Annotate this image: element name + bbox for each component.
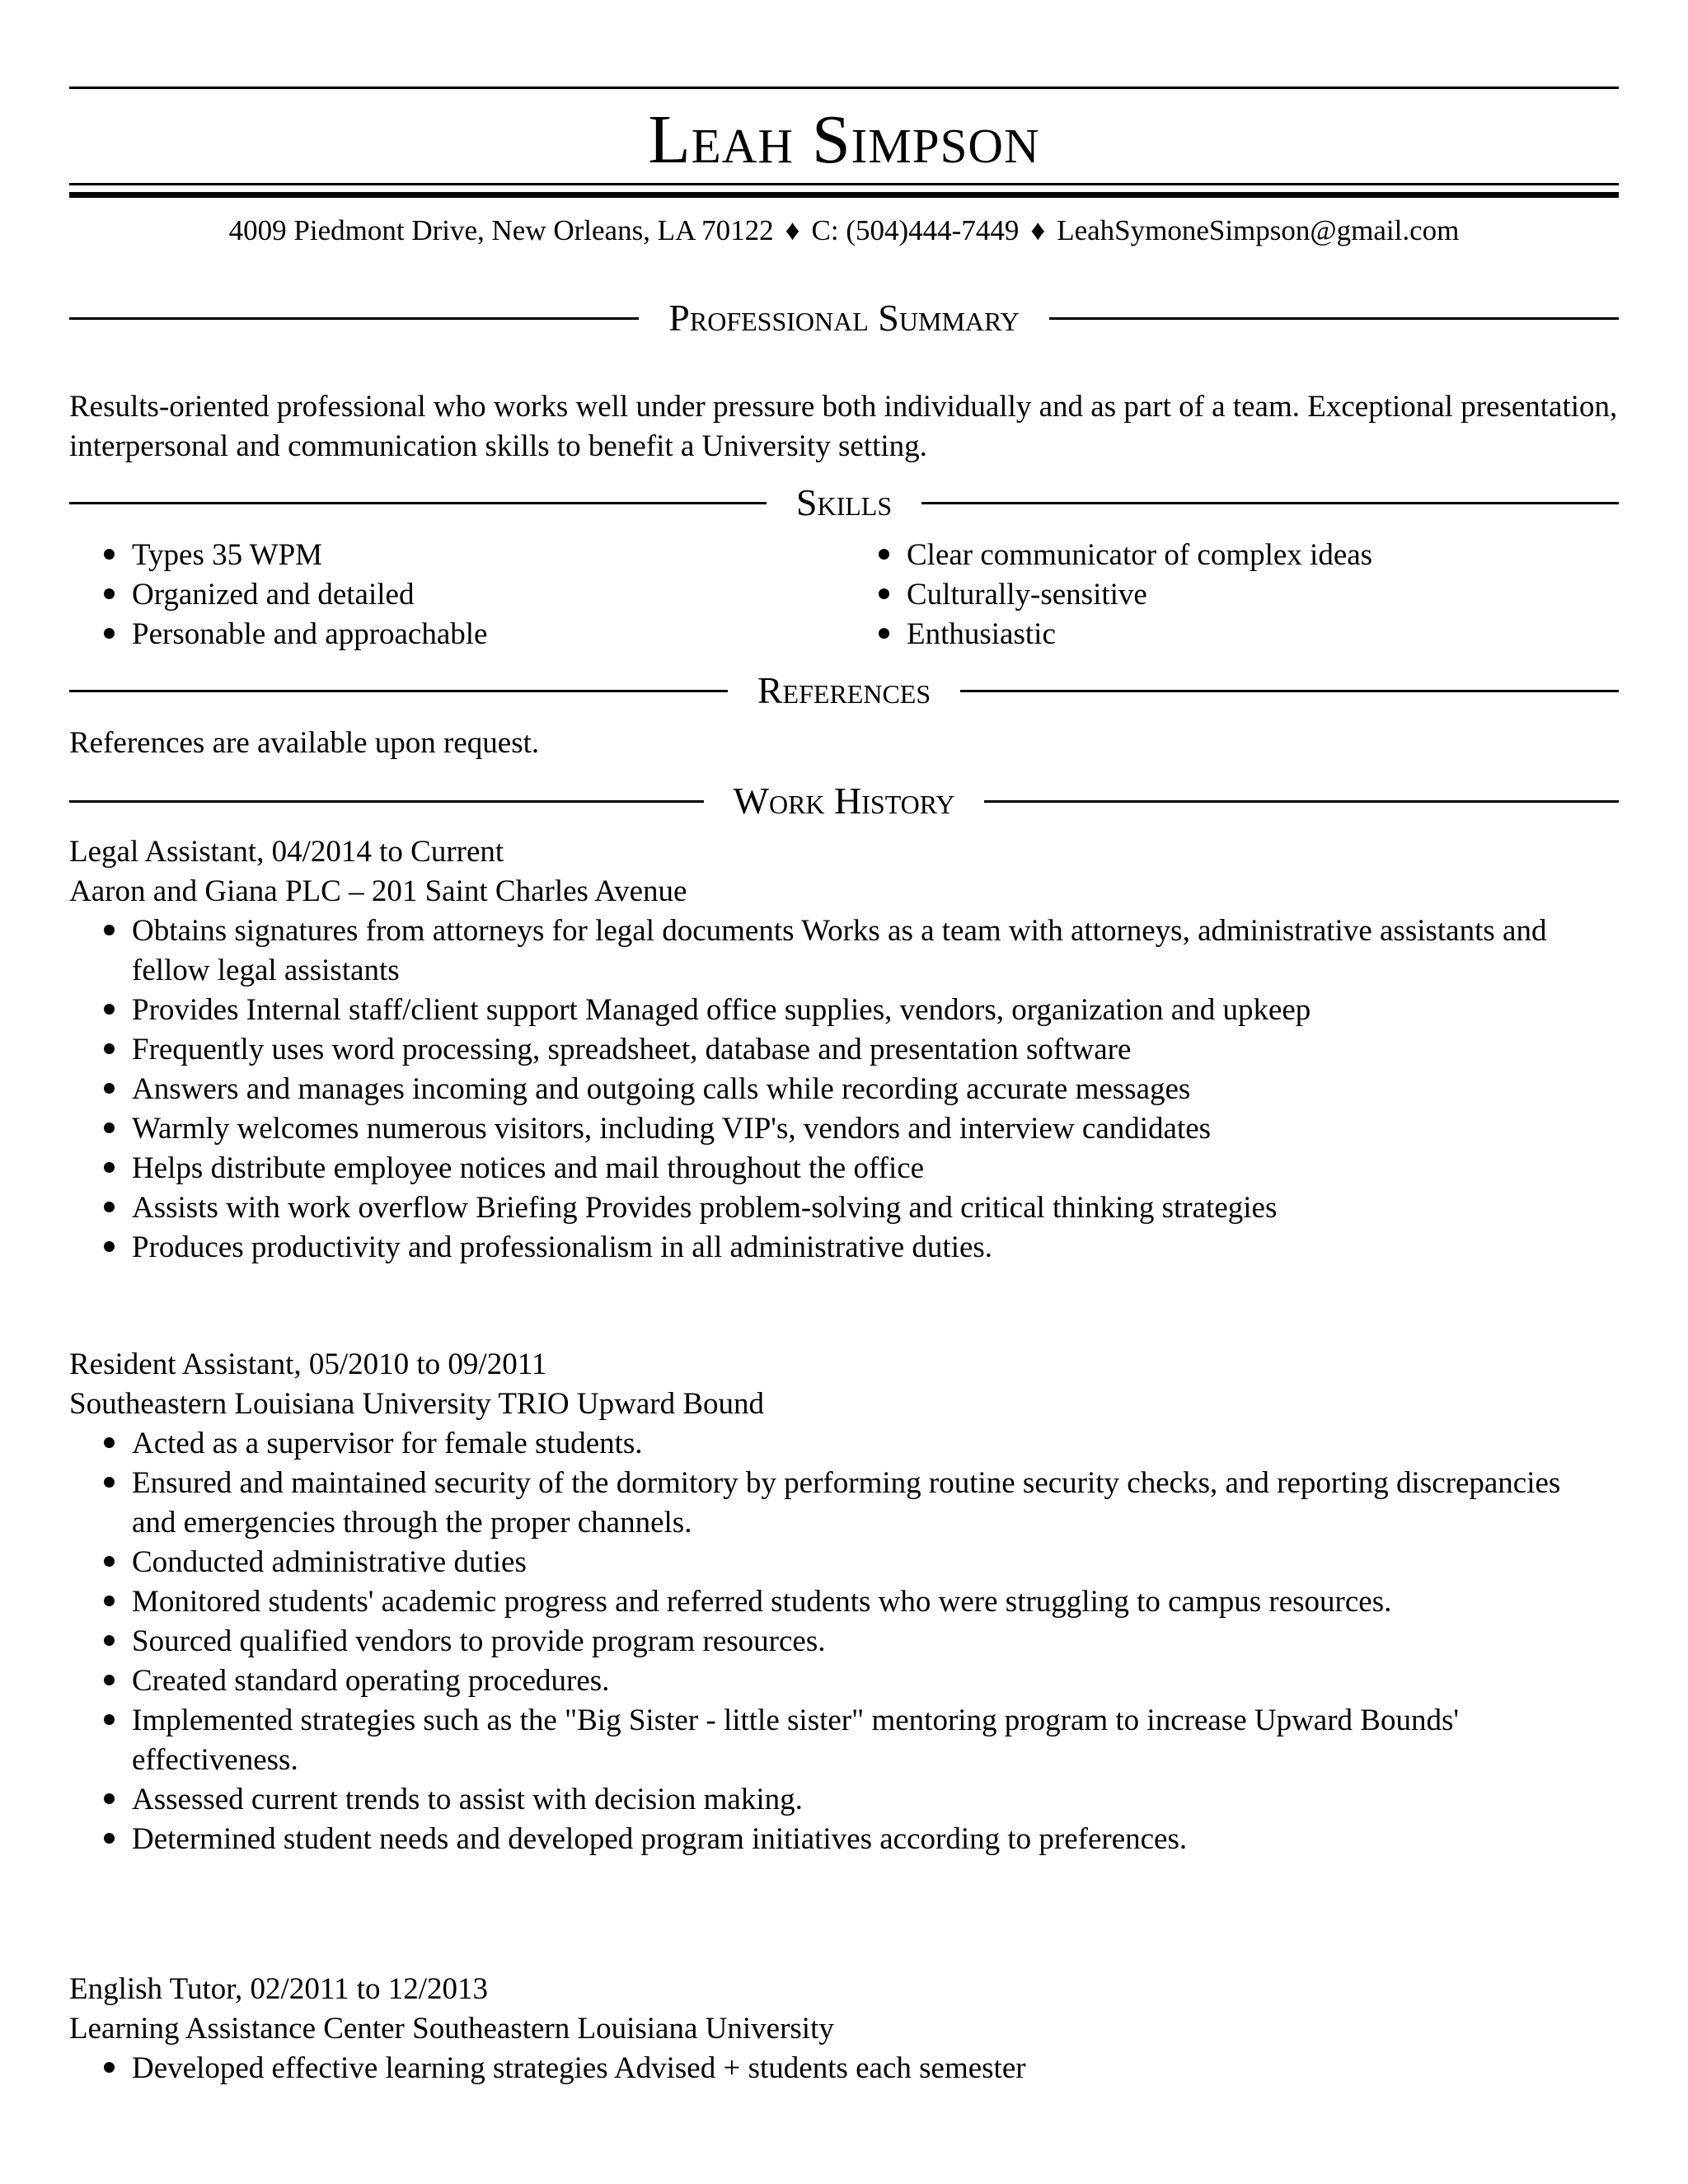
job-title: Legal Assistant, 04/2014 to Current bbox=[69, 835, 504, 869]
job-entry bbox=[69, 1345, 1619, 1859]
list-item: Determined student needs and developed program initiatives according to preferences. bbox=[69, 1820, 1569, 1859]
references-text: References are available upon request. bbox=[69, 726, 540, 760]
section-header-work-history bbox=[69, 776, 1619, 826]
list-item: Provides Internal staff/client support Managed office supplies, vendors, organization and upkeep bbox=[69, 991, 1602, 1030]
list-item: Obtains signatures from attorneys for legal documents Works as a team with attorneys, administrative assistants and fellow legal assistants bbox=[69, 912, 1602, 991]
list-item: Conducted administrative duties bbox=[69, 1543, 1569, 1582]
candidate-name: Leah Simpson bbox=[648, 101, 1040, 178]
contact-email[interactable]: LeahSymoneSimpson@gmail.com bbox=[1057, 214, 1460, 246]
list-item: Culturally-sensitive bbox=[844, 575, 1602, 615]
list-item: Implemented strategies such as the "Big Sister - little sister" mentoring program to increase Upward Bounds' effectiveness. bbox=[69, 1701, 1569, 1780]
section-rule-right bbox=[1049, 317, 1619, 320]
section-header-summary bbox=[69, 293, 1619, 343]
list-item: Assists with work overflow Briefing Provides problem-solving and critical thinking strategies bbox=[69, 1188, 1602, 1228]
list-item: Enthusiastic bbox=[844, 615, 1602, 654]
job-employer: Southeastern Louisiana University TRIO Upward Bound bbox=[69, 1387, 764, 1421]
job-title: English Tutor, 02/2011 to 12/2013 bbox=[69, 1972, 489, 2006]
list-item: Clear communicator of complex ideas bbox=[844, 536, 1602, 575]
list-item: Created standard operating procedures. bbox=[69, 1661, 1569, 1701]
list-item: Ensured and maintained security of the dormitory by performing routine security checks, and reporting discrepancies and emergencies through the proper channels. bbox=[69, 1464, 1569, 1543]
section-header-skills bbox=[69, 478, 1619, 527]
section-rule-left bbox=[69, 690, 728, 692]
section-title: Work History bbox=[733, 780, 955, 822]
section-title: Professional Summary bbox=[668, 297, 1020, 339]
section-rule-left bbox=[69, 800, 704, 803]
list-item: Answers and manages incoming and outgoing calls while recording accurate messages bbox=[69, 1070, 1602, 1109]
section-title: Skills bbox=[795, 481, 893, 523]
section-rule-right bbox=[960, 690, 1619, 692]
section-rule-left bbox=[69, 502, 767, 504]
contact-line bbox=[69, 213, 1619, 249]
header-thick-rule bbox=[69, 192, 1619, 198]
list-item: Sourced qualified vendors to provide program resources. bbox=[69, 1622, 1569, 1661]
job-employer: Aaron and Giana PLC – 201 Saint Charles Avenue bbox=[69, 874, 687, 908]
list-item: Assessed current trends to assist with decision making. bbox=[69, 1780, 1569, 1820]
list-item: Types 35 WPM bbox=[69, 536, 828, 575]
diamond-separator-icon: ♦ bbox=[785, 214, 800, 246]
header-top-rule bbox=[69, 87, 1619, 89]
job-duties bbox=[69, 1424, 1569, 1859]
summary-text: Results-oriented professional who works well under pressure both individually and as part of a team. Exceptional presentation, interpersonal and communication skills to benefit a University setting. bbox=[69, 390, 1618, 463]
section-rule-right bbox=[921, 502, 1619, 504]
list-item: Helps distribute employee notices and mail throughout the office bbox=[69, 1149, 1602, 1188]
list-item: Organized and detailed bbox=[69, 575, 828, 615]
job-entry bbox=[69, 832, 1619, 1268]
list-item: Developed effective learning strategies Advised + students each semester bbox=[69, 2049, 1602, 2088]
job-duties bbox=[69, 2049, 1602, 2088]
section-header-references bbox=[69, 666, 1619, 715]
list-item: Personable and approachable bbox=[69, 615, 828, 654]
contact-address: 4009 Piedmont Drive, New Orleans, LA 70122 bbox=[228, 214, 774, 246]
skills-list-right bbox=[844, 536, 1602, 654]
header-thin-rule bbox=[69, 183, 1619, 185]
list-item: Frequently uses word processing, spreadsheet, database and presentation software bbox=[69, 1030, 1602, 1070]
list-item: Acted as a supervisor for female students. bbox=[69, 1424, 1569, 1464]
section-rule-right bbox=[984, 800, 1619, 803]
job-duties bbox=[69, 912, 1602, 1268]
list-item: Monitored students' academic progress and referred students who were struggling to campus resources. bbox=[69, 1582, 1569, 1622]
skills-list-left bbox=[69, 536, 828, 654]
job-entry bbox=[69, 1970, 1619, 2088]
job-employer: Learning Assistance Center Southeastern Louisiana University bbox=[69, 2012, 834, 2046]
list-item: Warmly welcomes numerous visitors, including VIP's, vendors and interview candidates bbox=[69, 1109, 1602, 1149]
job-title: Resident Assistant, 05/2010 to 09/2011 bbox=[69, 1347, 547, 1381]
list-item: Produces productivity and professionalism in all administrative duties. bbox=[69, 1228, 1602, 1268]
contact-phone: C: (504)444-7449 bbox=[811, 214, 1020, 246]
section-title: References bbox=[757, 669, 931, 711]
diamond-separator-icon: ♦ bbox=[1030, 214, 1046, 246]
section-rule-left bbox=[69, 317, 639, 320]
